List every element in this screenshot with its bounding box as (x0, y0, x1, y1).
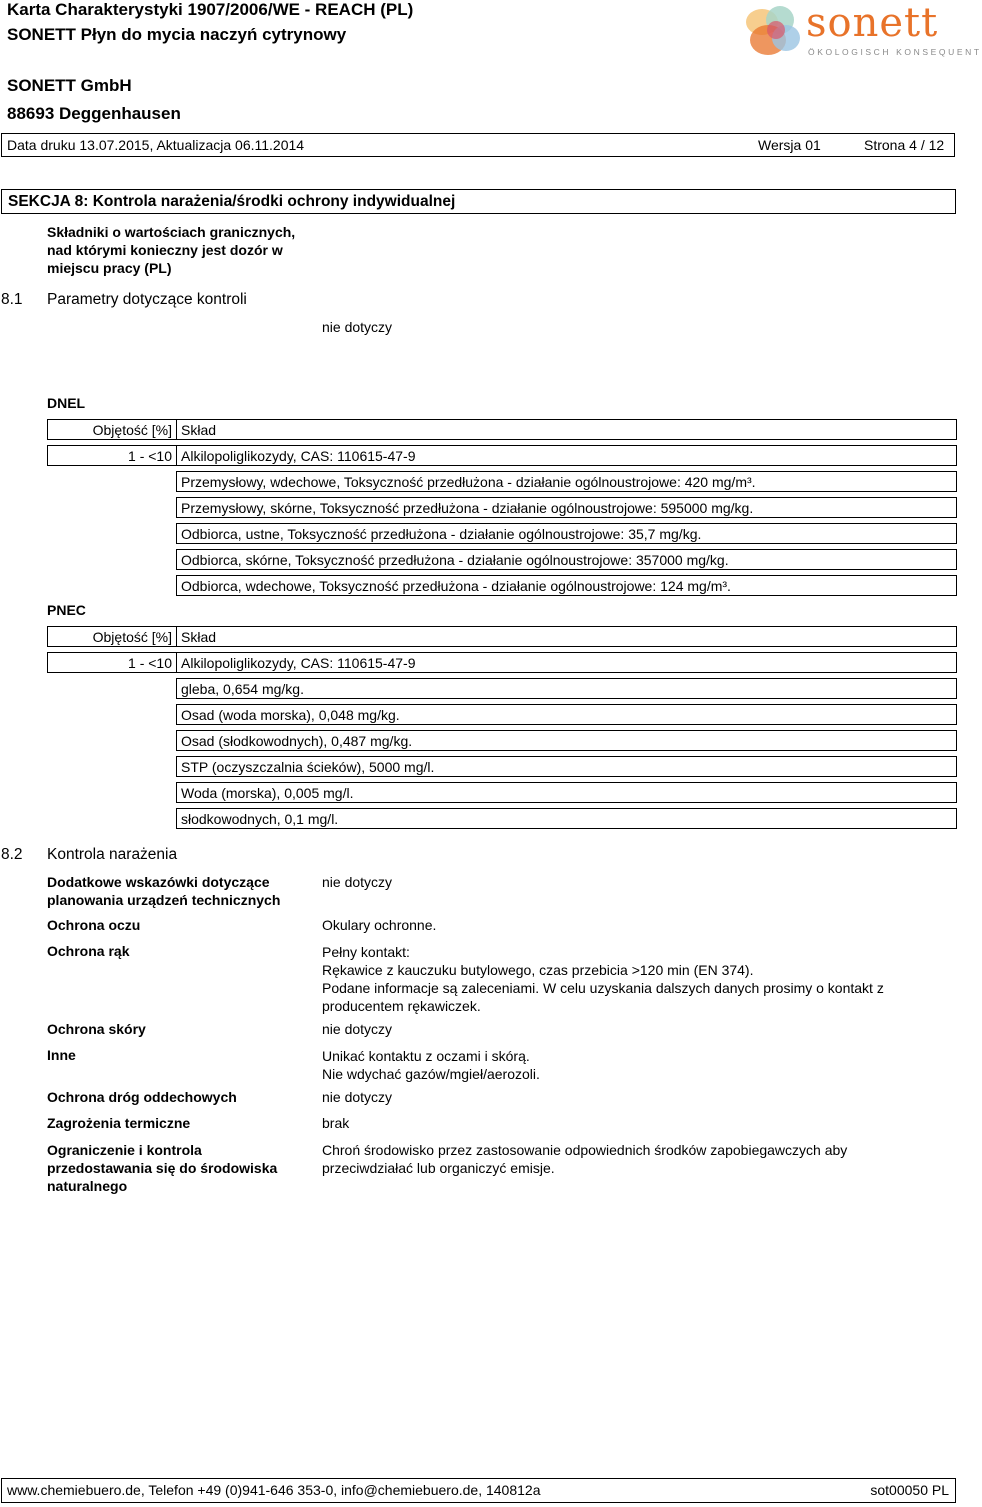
dnel-row: Odbiorca, wdechowe, Toksyczność przedłużona - działanie ogólnoustrojowe: 124 mg/m³. (176, 575, 957, 596)
pnec-row: Osad (woda morska), 0,048 mg/kg. (176, 704, 957, 725)
document-title: Karta Charakterystyki 1907/2006/WE - REACH (PL) (7, 0, 414, 19)
version: Wersja 01 (758, 137, 821, 153)
thermal-hazards-value: brak (322, 1115, 350, 1131)
skin-protection-value: nie dotyczy (322, 1021, 393, 1037)
components-label: Składniki o wartościach granicznych, nad którymi konieczny jest dozór w miejscu pracy (PL) (47, 224, 296, 276)
pnec-row: Woda (morska), 0,005 mg/l. (176, 782, 957, 803)
company-address: 88693 Deggenhausen (7, 104, 181, 123)
pnec-composition-header: Skład (176, 626, 957, 647)
skin-protection-label: Ochrona skóry (47, 1021, 146, 1037)
print-date: Data druku 13.07.2015, Aktualizacja 06.11.2014 (7, 137, 305, 153)
section-title: SEKCJA 8: Kontrola narażenia/środki ochrony indywidualnej (1, 189, 956, 214)
dnel-label: DNEL (47, 395, 86, 411)
other-value: Unikać kontaktu z oczami i skórą. Nie wdychać gazów/mgieł/aerozoli. (322, 1048, 540, 1082)
section-8-1-number: 8.1 (1, 291, 23, 308)
dnel-row: Przemysłowy, skórne, Toksyczność przedłużona - działanie ogólnoustrojowe: 595000 mg/kg. (176, 497, 957, 518)
print-info-row (1, 133, 955, 157)
dnel-volume-header: Objętość [%] (47, 419, 177, 440)
pnec-volume-header: Objętość [%] (47, 626, 177, 647)
respiratory-protection-label: Ochrona dróg oddechowych (47, 1089, 237, 1105)
other-label: Inne (47, 1047, 76, 1063)
hand-protection-label: Ochrona rąk (47, 943, 130, 959)
pnec-substance: Alkilopoliglikozydy, CAS: 110615-47-9 (176, 652, 957, 673)
environmental-exposure-value: Chroń środowisko przez zastosowanie odpowiednich środków zapobiegawczych aby przeciwdziałać lub organiczyć emisje. (322, 1142, 848, 1176)
section-8-2-number: 8.2 (1, 846, 23, 863)
eye-protection-label: Ochrona oczu (47, 917, 141, 933)
technical-measures-label: Dodatkowe wskazówki dotyczące planowania urządzeń technicznych (47, 874, 281, 908)
respiratory-protection-value: nie dotyczy (322, 1089, 393, 1105)
section-8-1-value: nie dotyczy (322, 319, 393, 335)
pnec-row: gleba, 0,654 mg/kg. (176, 678, 957, 699)
footer (1, 1478, 956, 1503)
pnec-label: PNEC (47, 602, 86, 618)
pnec-volume-value: 1 - <10 (47, 652, 177, 673)
page-number: Strona 4 / 12 (864, 137, 945, 153)
dnel-row: Odbiorca, skórne, Toksyczność przedłużona - działanie ogólnoustrojowe: 357000 mg/kg. (176, 549, 957, 570)
footer-code: sot00050 PL (870, 1482, 949, 1498)
hand-protection-value: Pełny kontakt: Rękawice z kauczuku butylowego, czas przebicia >120 min (EN 374). Podane informacje są zaleceniami. W celu uzyskania dalszych danych prosimy o kontakt z producentem rękawiczek. (322, 944, 884, 1014)
technical-measures-value: nie dotyczy (322, 874, 393, 890)
company-name: SONETT GmbH (7, 76, 132, 95)
section-8-1-title: Parametry dotyczące kontroli (47, 291, 247, 308)
product-name: SONETT Płyn do mycia naczyń cytrynowy (7, 25, 347, 44)
eye-protection-value: Okulary ochronne. (322, 917, 437, 933)
sonett-logo (740, 0, 982, 64)
thermal-hazards-label: Zagrożenia termiczne (47, 1115, 191, 1131)
dnel-row: Odbiorca, ustne, Toksyczność przedłużona - działanie ogólnoustrojowe: 35,7 mg/kg. (176, 523, 957, 544)
logo-wordmark: sonett (806, 0, 939, 46)
sonett-flower-icon (740, 2, 810, 64)
environmental-exposure-label: Ograniczenie i kontrola przedostawania się do środowiska naturalnego (47, 1142, 278, 1194)
dnel-substance: Alkilopoliglikozydy, CAS: 110615-47-9 (176, 445, 957, 466)
footer-contact: www.chemiebuero.de, Telefon +49 (0)941-646 353-0, info@chemiebuero.de, 140812a (7, 1482, 541, 1498)
section-8-2-title: Kontrola narażenia (47, 846, 178, 863)
pnec-row: STP (oczyszczalnia ścieków), 5000 mg/l. (176, 756, 957, 777)
dnel-row: Przemysłowy, wdechowe, Toksyczność przedłużona - działanie ogólnoustrojowe: 420 mg/m³. (176, 471, 957, 492)
dnel-volume-value: 1 - <10 (47, 445, 177, 466)
pnec-row: słodkowodnych, 0,1 mg/l. (176, 808, 957, 829)
pnec-row: Osad (słodkowodnych), 0,487 mg/kg. (176, 730, 957, 751)
dnel-composition-header: Skład (176, 419, 957, 440)
logo-tagline: ÖKOLOGISCH KONSEQUENT (808, 47, 982, 57)
